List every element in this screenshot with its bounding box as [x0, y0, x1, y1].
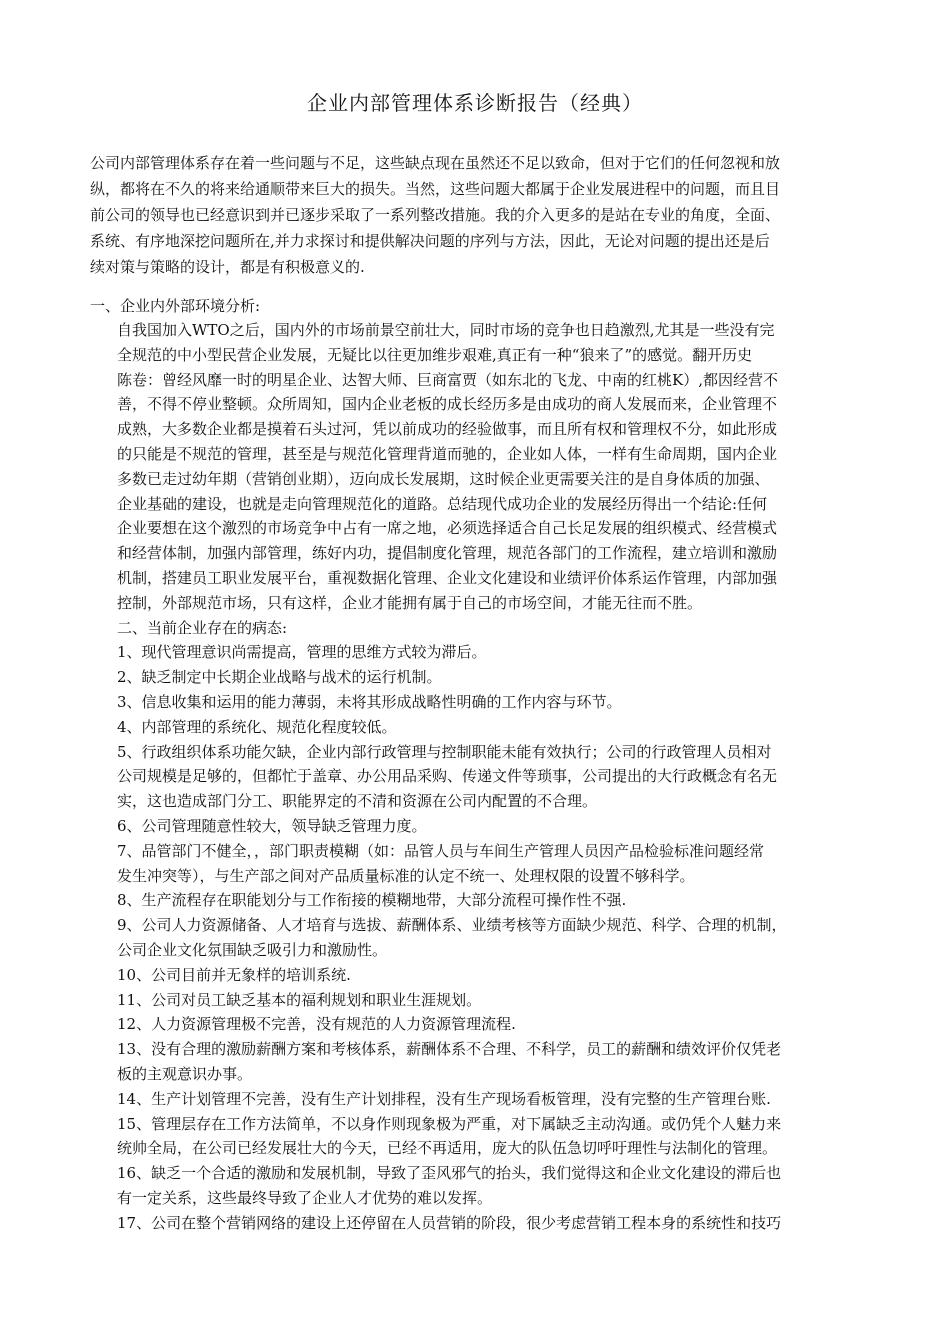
- body-line: 的只能是不规范的管理，甚至是与规范化管理背道而驰的，企业如人体，一样有生命周期，国内企业: [117, 444, 778, 463]
- list-item-continued: 发生冲突等），与生产部之间对产品质量标准的认定不统一、处理权限的设置不够科学。: [117, 866, 695, 885]
- list-item: 3、信息收集和运用的能力薄弱，未将其形成战略性明确的工作内容与环节。: [117, 692, 622, 711]
- body-line: 企业要想在这个激烈的市场竞争中占有一席之地，必须选择适合自己长足发展的组织模式、经营模式: [117, 519, 778, 538]
- body-line: 和经营体制，加强内部管理，练好内功，提倡制度化管理，规范各部门的工作流程，建立培训和激励: [117, 544, 778, 563]
- intro-line: 前公司的领导也已经意识到并已逐步采取了一系列整改措施。我的介入更多的是站在专业的角度，全面、: [90, 206, 781, 224]
- section-heading-problems: 二、当前企业存在的病态:: [117, 618, 288, 637]
- list-item: 16、缺乏一个合适的激励和发展机制，导致了歪风邪气的抬头，我们觉得这和企业文化建设的滞后也: [117, 1164, 782, 1183]
- list-item: 17、公司在整个营销网络的建设上还停留在人员营销的阶段，很少考虑营销工程本身的系统性和技巧: [117, 1213, 782, 1232]
- intro-line: 续对策与策略的设计，都是有积极意义的.: [90, 258, 365, 276]
- list-item: 8、生产流程存在职能划分与工作衔接的模糊地带，大部分流程可操作性不强.: [117, 891, 627, 910]
- intro-line: 系统、有序地深挖问题所在,并力求探讨和提供解决问题的序列与方法，因此，无论对问题的提出还是后: [90, 232, 770, 250]
- list-item: 5、行政组织体系功能欠缺，企业内部行政管理与控制职能未能有效执行；公司的行政管理人员相对: [117, 742, 772, 761]
- body-line: 善，不得不停业整顿。众所周知，国内企业老板的成长经历多是由成功的商人发展而来，企业管理不: [117, 395, 778, 414]
- body-line: 全规范的中小型民营企业发展，无疑比以往更加维步艰难,真正有一种“狼来了”的感觉。翻开历史: [117, 345, 753, 364]
- intro-line: 公司内部管理体系存在着一些问题与不足，这些缺点现在虽然还不足以致命，但对于它们的任何忽视和放: [90, 154, 781, 172]
- list-item: 7、品管部门不健全，，部门职责模糊（如：品管人员与车间生产管理人员因产品检验标准问题经常: [117, 841, 765, 860]
- intro-paragraph: [90, 150, 862, 280]
- body-line: 机制，搭建员工职业发展平台，重视数据化管理、企业文化建设和业绩评价体系运作管理，内部加强: [117, 568, 778, 587]
- list-item-continued: 有一定关系，这些最终导致了企业人才优势的难以发挥。: [117, 1188, 493, 1207]
- list-item-continued: 公司企业文化氛围缺乏吸引力和激励性。: [117, 940, 388, 959]
- body-line: 企业基础的建设，也就是走向管理规范化的道路。总结现代成功企业的发展经历得出一个结论:任何: [117, 494, 768, 513]
- list-item: 11、公司对员工缺乏基本的福利规划和职业生涯规划。: [117, 990, 482, 1009]
- list-item: 4、内部管理的系统化、规范化程度较低。: [117, 717, 397, 736]
- list-item: 12、人力资源管理极不完善，没有规范的人力资源管理流程.: [117, 1015, 516, 1034]
- list-item: 6、公司管理随意性较大，领导缺乏管理力度。: [117, 816, 427, 835]
- list-item: 9、公司人力资源储备、人才培育与选拔、薪酬体系、业绩考核等方面缺少规范、科学、合理的机制，: [117, 916, 787, 935]
- list-item: 2、缺乏制定中长期企业战略与战术的运行机制。: [117, 668, 442, 687]
- list-item: 15、管理层存在工作方法简单，不以身作则现象极为严重，对下属缺乏主动沟通。或仍凭个人魅力来: [117, 1114, 782, 1133]
- body-line: 多数已走过幼年期（营销创业期），迈向成长发展期，这时候企业更需要关注的是自身体质的加强、: [117, 469, 770, 488]
- list-item-continued: 公司规模是足够的，但都忙于盖章、办公用品采购、传递文件等琐事，公司提出的大行政概念有名无: [117, 767, 778, 786]
- list-item-continued: 统帅全局，在公司已经发展壮大的今天，已经不再适用，庞大的队伍急切呼吁理性与法制化的管理。: [117, 1139, 778, 1158]
- list-item: 13、没有合理的激励薪酬方案和考核体系，薪酬体系不合理、不科学，员工的薪酬和绩效评价仅凭老: [117, 1040, 782, 1059]
- body-line: 成熟，大多数企业都是摸着石头过河，凭以前成功的经验做事，而且所有权和管理权不分，如此形成: [117, 420, 778, 439]
- intro-line: 纵，都将在不久的将来给通顺带来巨大的损失。当然，这些问题大都属于企业发展进程中的问题，而且目: [90, 180, 781, 198]
- body-line: 控制，外部规范市场，只有这样，企业才能拥有属于自己的市场空间，才能无往而不胜。: [117, 593, 703, 612]
- list-item: 14、生产计划管理不完善，没有生产计划排程，没有生产现场看板管理，没有完整的生产管理台账.: [117, 1089, 771, 1108]
- section-heading-environment: 一、企业内外部环境分析:: [90, 297, 261, 315]
- body-text: [117, 318, 879, 1235]
- list-item-continued: 实，这也造成部门分工、职能界定的不清和资源在公司内配置的不合理。: [117, 792, 598, 811]
- body-line: 陈卷：曾经风靡一时的明星企业、达智大师、巨商富贾（如东北的飞龙、中南的红桃K）,都因经营不: [117, 370, 778, 389]
- body-line: 自我国加入WTO之后，国内外的市场前景空前壮大，同时市场的竞争也日趋激烈,尤其是一些没有完: [117, 321, 775, 339]
- list-item: 1、现代管理意识尚需提高，管理的思维方式较为滞后。: [117, 643, 487, 662]
- page-title: 企业内部管理体系诊断报告（经典）: [307, 91, 643, 115]
- list-item: 10、公司目前并无象样的培训系统.: [117, 965, 351, 984]
- list-item-continued: 板的主观意识办事。: [117, 1064, 253, 1083]
